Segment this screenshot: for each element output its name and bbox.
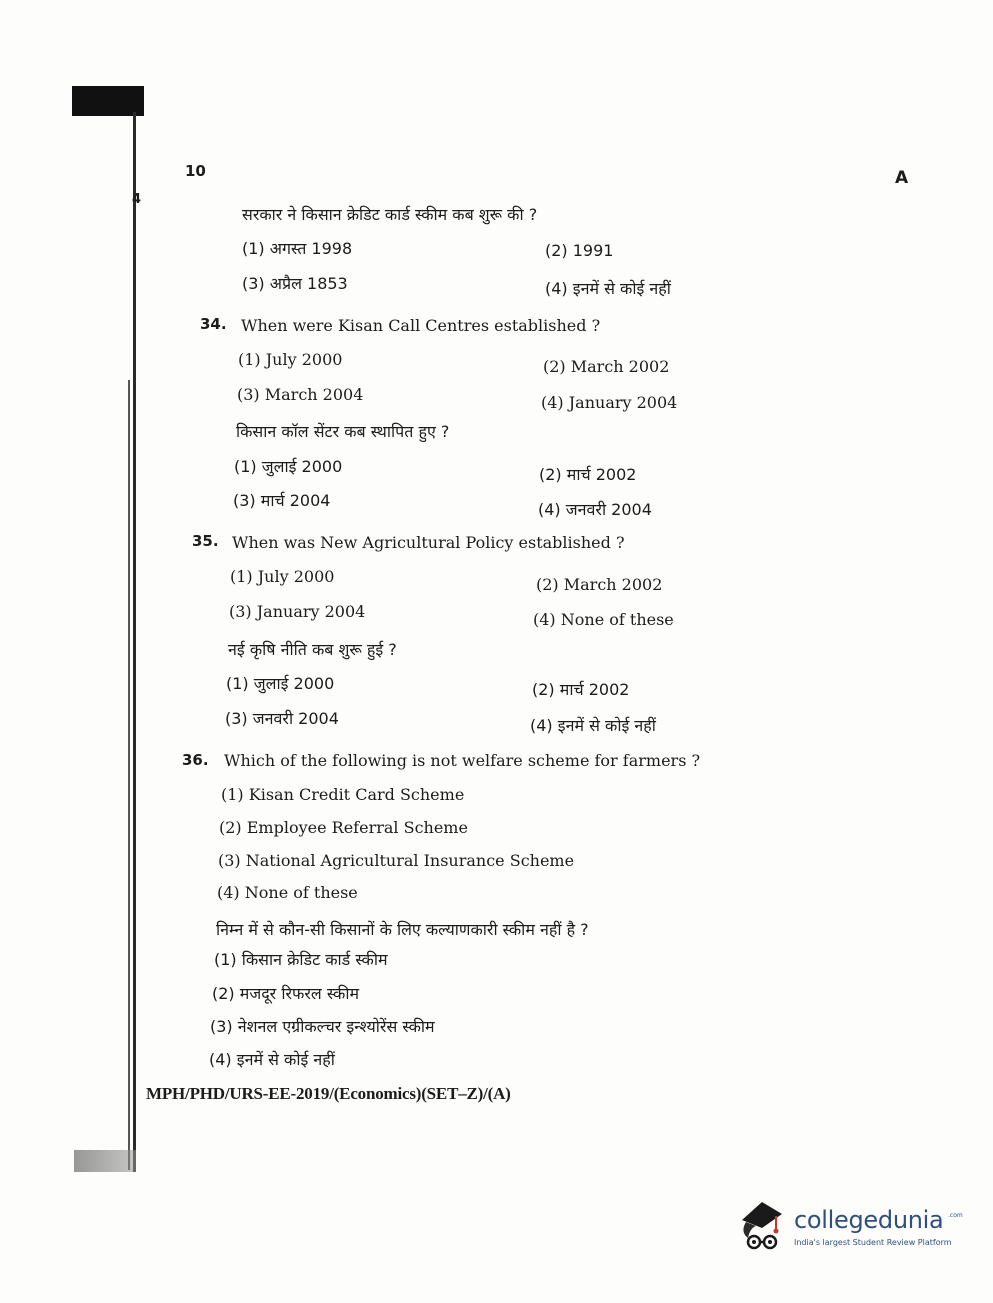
q36-number: 36. [182,751,209,769]
q35-english-option-4: (4) None of these [533,610,674,629]
q36-english-option-2: (2) Employee Referral Scheme [219,818,468,837]
q36-english-question: Which of the following is not welfare scheme for farmers ? [224,751,701,770]
scan-margin-line [133,112,136,1172]
watermark-domain: .com [948,1212,963,1219]
q36-hindi-option-1: (1) किसान क्रेडिट कार्ड स्कीम [214,950,388,969]
collegedunia-mascot-icon [736,1198,792,1256]
page-number: 10 [185,162,206,180]
q36-hindi-question: निम्न में से कौन-सी किसानों के लिए कल्याणकारी स्कीम नहीं है ? [216,920,589,939]
q34-hindi-option-1: (1) जुलाई 2000 [234,457,343,476]
q34-english-option-1: (1) July 2000 [238,350,343,369]
q36-hindi-option-2: (2) मजदूर रिफरल स्कीम [212,984,360,1003]
q34-hindi-option-2: (2) मार्च 2002 [539,465,637,484]
q35-english-option-1: (1) July 2000 [230,567,335,586]
q35-number: 35. [192,532,219,550]
scan-margin-line-secondary [128,380,130,1170]
q34-number: 34. [200,315,227,333]
q35-hindi-option-3: (3) जनवरी 2004 [225,709,339,728]
q36-english-option-4: (4) None of these [217,883,358,902]
scan-smudge [74,1150,136,1172]
q35-english-question: When was New Agricultural Policy established ? [232,533,625,552]
q34-hindi-question: किसान कॉल सेंटर कब स्थापित हुए ? [236,422,450,441]
q35-hindi-option-1: (1) जुलाई 2000 [226,674,335,693]
q35-hindi-option-2: (2) मार्च 2002 [532,680,630,699]
q33-hindi-option-3: (3) अप्रैल 1853 [242,274,348,293]
collegedunia-watermark [736,1198,961,1258]
q34-hindi-option-4: (4) जनवरी 2004 [538,500,652,519]
q36-hindi-option-3: (3) नेशनल एग्रीकल्चर इन्श्योरेंस स्कीम [210,1017,435,1036]
q33-hindi-option-2: (2) 1991 [545,241,614,260]
set-letter: A [895,168,909,188]
q33-hindi-question: सरकार ने किसान क्रेडिट कार्ड स्कीम कब शुरू की ? [242,205,538,224]
q34-english-question: When were Kisan Call Centres established ? [241,316,601,335]
q36-english-option-3: (3) National Agricultural Insurance Scheme [218,851,575,870]
q34-english-option-3: (3) March 2004 [237,385,364,404]
watermark-brand-name: collegedunia [794,1206,944,1234]
q35-hindi-question: नई कृषि नीति कब शुरू हुई ? [228,640,397,659]
watermark-tagline: India's largest Student Review Platform [794,1238,952,1247]
q35-hindi-option-4: (4) इनमें से कोई नहीं [530,716,656,735]
q36-english-option-1: (1) Kisan Credit Card Scheme [221,785,465,804]
q34-english-option-2: (2) March 2002 [543,357,670,376]
q36-hindi-option-4: (4) इनमें से कोई नहीं [209,1050,335,1069]
q34-hindi-option-3: (3) मार्च 2004 [233,491,331,510]
q34-english-option-4: (4) January 2004 [541,393,678,412]
paper-code-footer: MPH/PHD/URS-EE-2019/(Economics)(SET–Z)/(A) [146,1084,511,1103]
q33-hindi-option-1: (1) अगस्त 1998 [242,239,353,258]
q35-english-option-3: (3) January 2004 [229,602,366,621]
margin-mark: 4 [132,192,142,207]
q33-hindi-option-4: (4) इनमें से कोई नहीं [545,279,671,298]
q35-english-option-2: (2) March 2002 [536,575,663,594]
